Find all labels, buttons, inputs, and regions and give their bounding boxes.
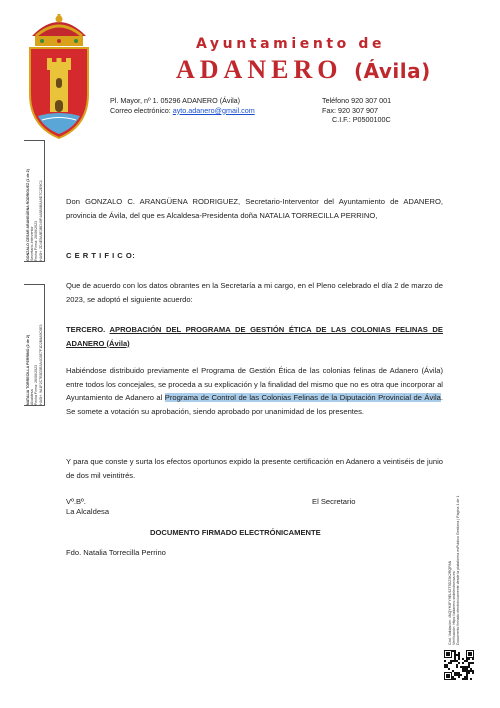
- signed-electronically: DOCUMENTO FIRMADO ELECTRÓNICAMENTE: [150, 528, 321, 537]
- certifico-heading: C E R T I F I C O:: [66, 251, 136, 260]
- fdo-line: Fdo. Natalia Torrecilla Perrino: [66, 548, 166, 557]
- right-verification-strip: [448, 495, 461, 646]
- town-name: ADANERO: [176, 55, 343, 84]
- phone: Teléfono 920 307 001: [322, 96, 392, 105]
- side-signature-2: [24, 284, 45, 406]
- email-line: [110, 106, 255, 116]
- signature-platform-note: Documento firmado electrónicamente desde la plataforma esPublico Gestiona | Página 1 de 1: [456, 495, 461, 645]
- alcaldesa: La Alcaldesa: [66, 507, 110, 516]
- fax: Fax: 920 307 907: [322, 105, 378, 115]
- sig2-date: Fecha Firma: 26/06/2023: [34, 364, 39, 405]
- sig1-name: GONZALO CESAR ARANGÜENA RODRIGUEZ (1 de 2): [26, 169, 30, 261]
- header-title-main: [176, 55, 431, 85]
- validation-code: Cód. Validación: 4NQYH3FY9EL9ZT5DZ3K2RQPAN: [448, 560, 452, 645]
- tercero-heading: [66, 323, 443, 350]
- header-address-block: [110, 96, 255, 115]
- province-name: (Ávila): [353, 59, 431, 83]
- sig1-role: Secretario-Interventor: [30, 226, 35, 261]
- email-label: Correo electrónico:: [110, 105, 173, 115]
- address: Pl. Mayor, nº 1. 05296 ADANERO (Ávila): [110, 96, 241, 105]
- closing-paragraph: Y para que conste y surta los efectos oportunos expido la presente certificación en Adanero a veintiséis de junio de dos mil veintitrés.: [66, 457, 443, 480]
- main-text-1: Habiéndose distribuido previamente el Programa de Gestión Ética de las colonias felinas de Adanero (Ávila) entre todos los concejales, se proceda a su explicación y la finalidad del mismo que no es otra que incorporar al Ayuntamiento de Adanero al: [66, 366, 443, 403]
- side-signature-1: [24, 140, 45, 262]
- sig1-date: Fecha Firma: 26/06/2023: [34, 220, 39, 261]
- main-paragraph: [66, 364, 443, 418]
- main-text-2: . Se somete a votación su aprobación, siendo aprobado por unanimidad de los presentes.: [66, 393, 443, 416]
- sig2-hash: HASH: 9A1F2C7E8D5B3A4C6E7F1D2B8A9C0E3: [38, 324, 43, 405]
- intro-paragraph: Don GONZALO C. ARANGÜENA RODRIGUEZ, Secretario-Interventor del Ayuntamiento de ADANERO, provincia de Ávila, del que es Alcaldesa-Presidenta doña NATALIA TORRECILLA PERRINO,: [66, 197, 443, 220]
- sig2-role: Alcaldesa: [30, 389, 35, 405]
- vobo: Vº.Bº.: [66, 497, 86, 506]
- sig1-hash: HASH: ZD4E5A8E3BD49F4A8B0B8A9D7C2E9C1: [38, 180, 43, 261]
- vobo-block: [66, 497, 109, 517]
- header-contact-block: [322, 96, 391, 125]
- tercero-label: TERCERO.: [66, 325, 110, 334]
- main-text-highlight: Programa de Control de las Colonias Felinas de la Diputación Provincial de Ávila: [164, 393, 441, 403]
- agreement-intro: Que de acuerdo con los datos obrantes en la Secretaría a mi cargo, en el Pleno celebrado el día 2 de marzo de 2023, se adoptó el siguiente acuerdo:: [66, 281, 443, 304]
- coat-of-arms-logo: [18, 14, 100, 142]
- secretario: El Secretario: [312, 497, 356, 506]
- header-title-line: Ayuntamiento de: [196, 36, 386, 52]
- tercero-title: APROBACIÓN DEL PROGRAMA DE GESTIÓN ÉTICA DE LAS COLONIAS FELINAS DE ADANERO (Ávila): [66, 325, 443, 348]
- qr-code-icon: [444, 650, 474, 680]
- verification-url: Verificación: https://adanero.sedelectronica.es/: [452, 570, 457, 645]
- email-link[interactable]: ayto.adanero@gmail.com: [172, 105, 255, 115]
- sig2-name: NATALIA TORRECILLA PERRINO (2 de 2): [26, 334, 30, 405]
- cif: C.I.F.: P0500100C: [332, 115, 391, 124]
